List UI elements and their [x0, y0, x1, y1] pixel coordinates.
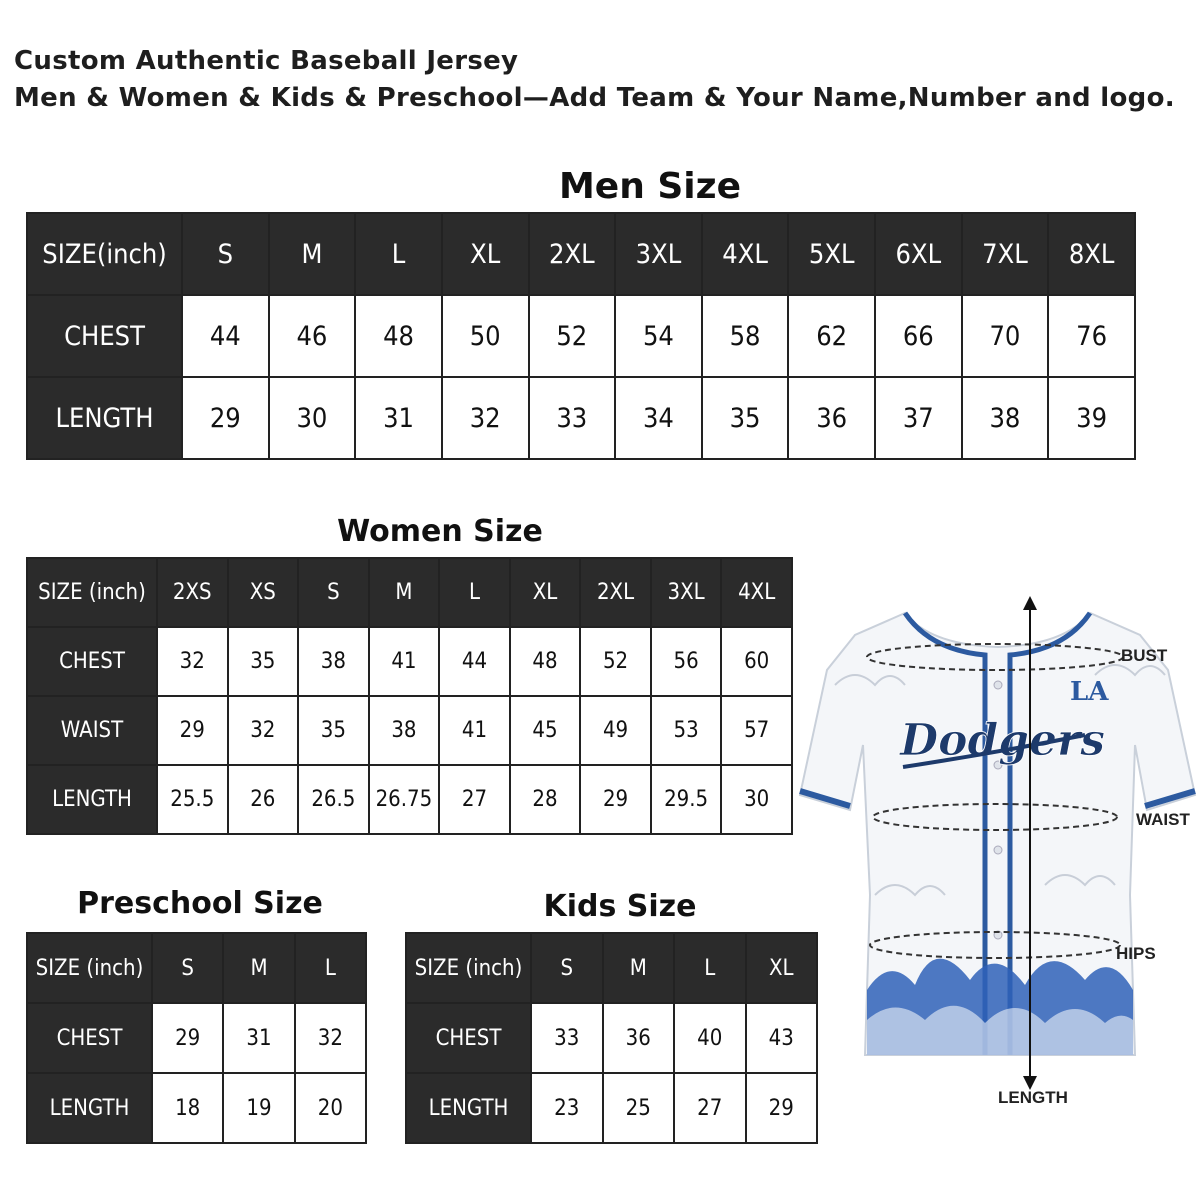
women-cell: 30	[721, 765, 792, 834]
women-size-title: Women Size	[337, 514, 543, 549]
preschool-cell: 31	[223, 1003, 294, 1073]
women-cell: 57	[721, 696, 792, 765]
men-header-row	[27, 213, 1135, 295]
kids-length-row	[406, 1073, 817, 1143]
women-header-row	[27, 558, 792, 627]
men-cell: 36	[788, 377, 875, 459]
women-cell: 45	[510, 696, 581, 765]
women-cell: 49	[580, 696, 651, 765]
women-cell: 29	[580, 765, 651, 834]
men-cell: 66	[875, 295, 962, 377]
preschool-length-row	[27, 1073, 366, 1143]
kids-header-row	[406, 933, 817, 1003]
men-size-3xl: 3XL	[615, 213, 702, 295]
women-size-2xl: 2XL	[580, 558, 651, 627]
women-cell: 27	[439, 765, 510, 834]
women-chest-row	[27, 627, 792, 696]
kids-size-l: L	[674, 933, 746, 1003]
men-size-title: Men Size	[558, 166, 742, 207]
women-size-m: M	[369, 558, 440, 627]
kids-cell: 40	[674, 1003, 746, 1073]
bust-label: BUST	[1121, 646, 1168, 665]
women-size-table	[26, 557, 793, 835]
preschool-cell: 32	[295, 1003, 366, 1073]
men-cell: 46	[269, 295, 356, 377]
men-cell: 52	[529, 295, 616, 377]
men-size-7xl: 7XL	[962, 213, 1049, 295]
preschool-size-m: M	[223, 933, 294, 1003]
women-size-l: L	[439, 558, 510, 627]
men-cell: 34	[615, 377, 702, 459]
women-cell: 52	[580, 627, 651, 696]
men-size-xl: XL	[442, 213, 529, 295]
kids-size-m: M	[603, 933, 675, 1003]
women-size-s: S	[298, 558, 369, 627]
women-cell: 26.5	[298, 765, 369, 834]
preschool-cell: 18	[152, 1073, 223, 1143]
preschool-size-l: L	[295, 933, 366, 1003]
headline-title: Custom Authentic Baseball Jersey	[14, 46, 519, 76]
men-size-2xl: 2XL	[529, 213, 616, 295]
men-size-label: SIZE(inch)	[27, 213, 182, 295]
kids-size-title: Kids Size	[543, 889, 697, 924]
men-cell: 29	[182, 377, 269, 459]
men-cell: 54	[615, 295, 702, 377]
women-cell: 41	[369, 627, 440, 696]
men-cell: 76	[1048, 295, 1135, 377]
women-size-xl: XL	[510, 558, 581, 627]
men-size-l: L	[355, 213, 442, 295]
men-chest-row	[27, 295, 1135, 377]
preschool-chest-row	[27, 1003, 366, 1073]
women-cell: 38	[298, 627, 369, 696]
men-cell: 48	[355, 295, 442, 377]
men-size-5xl: 5XL	[788, 213, 875, 295]
jersey-illustration	[800, 613, 1195, 1055]
preschool-row-label: LENGTH	[27, 1073, 152, 1143]
jersey-team-script: Dodgers	[900, 715, 1105, 766]
women-cell: 35	[228, 627, 299, 696]
preschool-header-row	[27, 933, 366, 1003]
men-length-row	[27, 377, 1135, 459]
jersey-measurement-figure	[795, 595, 1200, 1115]
preschool-cell: 29	[152, 1003, 223, 1073]
men-row-label: CHEST	[27, 295, 182, 377]
hips-label: HIPS	[1116, 944, 1156, 963]
kids-cell: 36	[603, 1003, 675, 1073]
men-cell: 37	[875, 377, 962, 459]
women-cell: 32	[157, 627, 228, 696]
women-cell: 60	[721, 627, 792, 696]
women-cell: 56	[651, 627, 722, 696]
men-cell: 32	[442, 377, 529, 459]
headline-subtitle: Men & Women & Kids & Preschool—Add Team & Your Name,Number and logo.	[14, 83, 1175, 113]
men-size-4xl: 4XL	[702, 213, 789, 295]
men-cell: 33	[529, 377, 616, 459]
jersey-logo: LA	[1070, 677, 1109, 707]
women-length-row	[27, 765, 792, 834]
men-cell: 50	[442, 295, 529, 377]
men-cell: 44	[182, 295, 269, 377]
women-cell: 29	[157, 696, 228, 765]
kids-size-s: S	[531, 933, 603, 1003]
women-row-label: WAIST	[27, 696, 157, 765]
women-cell: 28	[510, 765, 581, 834]
men-size-table	[26, 212, 1136, 460]
women-row-label: CHEST	[27, 627, 157, 696]
preschool-cell: 19	[223, 1073, 294, 1143]
waist-label: WAIST	[1136, 810, 1190, 829]
preschool-size-table	[26, 932, 367, 1144]
kids-cell: 25	[603, 1073, 675, 1143]
men-cell: 62	[788, 295, 875, 377]
men-cell: 35	[702, 377, 789, 459]
women-cell: 35	[298, 696, 369, 765]
women-cell: 26.75	[369, 765, 440, 834]
men-row-label: LENGTH	[27, 377, 182, 459]
kids-row-label: CHEST	[406, 1003, 531, 1073]
kids-size-table	[405, 932, 818, 1144]
men-cell: 31	[355, 377, 442, 459]
women-size-label: SIZE (inch)	[27, 558, 157, 627]
women-size-4xl: 4XL	[721, 558, 792, 627]
preschool-size-title: Preschool Size	[77, 886, 323, 921]
women-cell: 41	[439, 696, 510, 765]
men-cell: 30	[269, 377, 356, 459]
women-cell: 44	[439, 627, 510, 696]
kids-cell: 43	[746, 1003, 818, 1073]
men-cell: 39	[1048, 377, 1135, 459]
women-cell: 25.5	[157, 765, 228, 834]
men-size-6xl: 6XL	[875, 213, 962, 295]
women-size-3xl: 3XL	[651, 558, 722, 627]
length-label: LENGTH	[998, 1088, 1068, 1107]
preschool-cell: 20	[295, 1073, 366, 1143]
women-cell: 26	[228, 765, 299, 834]
kids-size-xl: XL	[746, 933, 818, 1003]
men-cell: 38	[962, 377, 1049, 459]
men-size-8xl: 8XL	[1048, 213, 1135, 295]
kids-cell: 33	[531, 1003, 603, 1073]
kids-cell: 29	[746, 1073, 818, 1143]
kids-size-label: SIZE (inch)	[406, 933, 531, 1003]
women-size-2xs: 2XS	[157, 558, 228, 627]
men-size-s: S	[182, 213, 269, 295]
kids-cell: 23	[531, 1073, 603, 1143]
women-row-label: LENGTH	[27, 765, 157, 834]
preschool-size-s: S	[152, 933, 223, 1003]
women-cell: 38	[369, 696, 440, 765]
men-size-m: M	[269, 213, 356, 295]
preschool-size-label: SIZE (inch)	[27, 933, 152, 1003]
women-cell: 53	[651, 696, 722, 765]
women-cell: 32	[228, 696, 299, 765]
men-cell: 58	[702, 295, 789, 377]
kids-cell: 27	[674, 1073, 746, 1143]
women-size-xs: XS	[228, 558, 299, 627]
men-cell: 70	[962, 295, 1049, 377]
kids-row-label: LENGTH	[406, 1073, 531, 1143]
women-cell: 29.5	[651, 765, 722, 834]
women-waist-row	[27, 696, 792, 765]
preschool-row-label: CHEST	[27, 1003, 152, 1073]
women-cell: 48	[510, 627, 581, 696]
kids-chest-row	[406, 1003, 817, 1073]
